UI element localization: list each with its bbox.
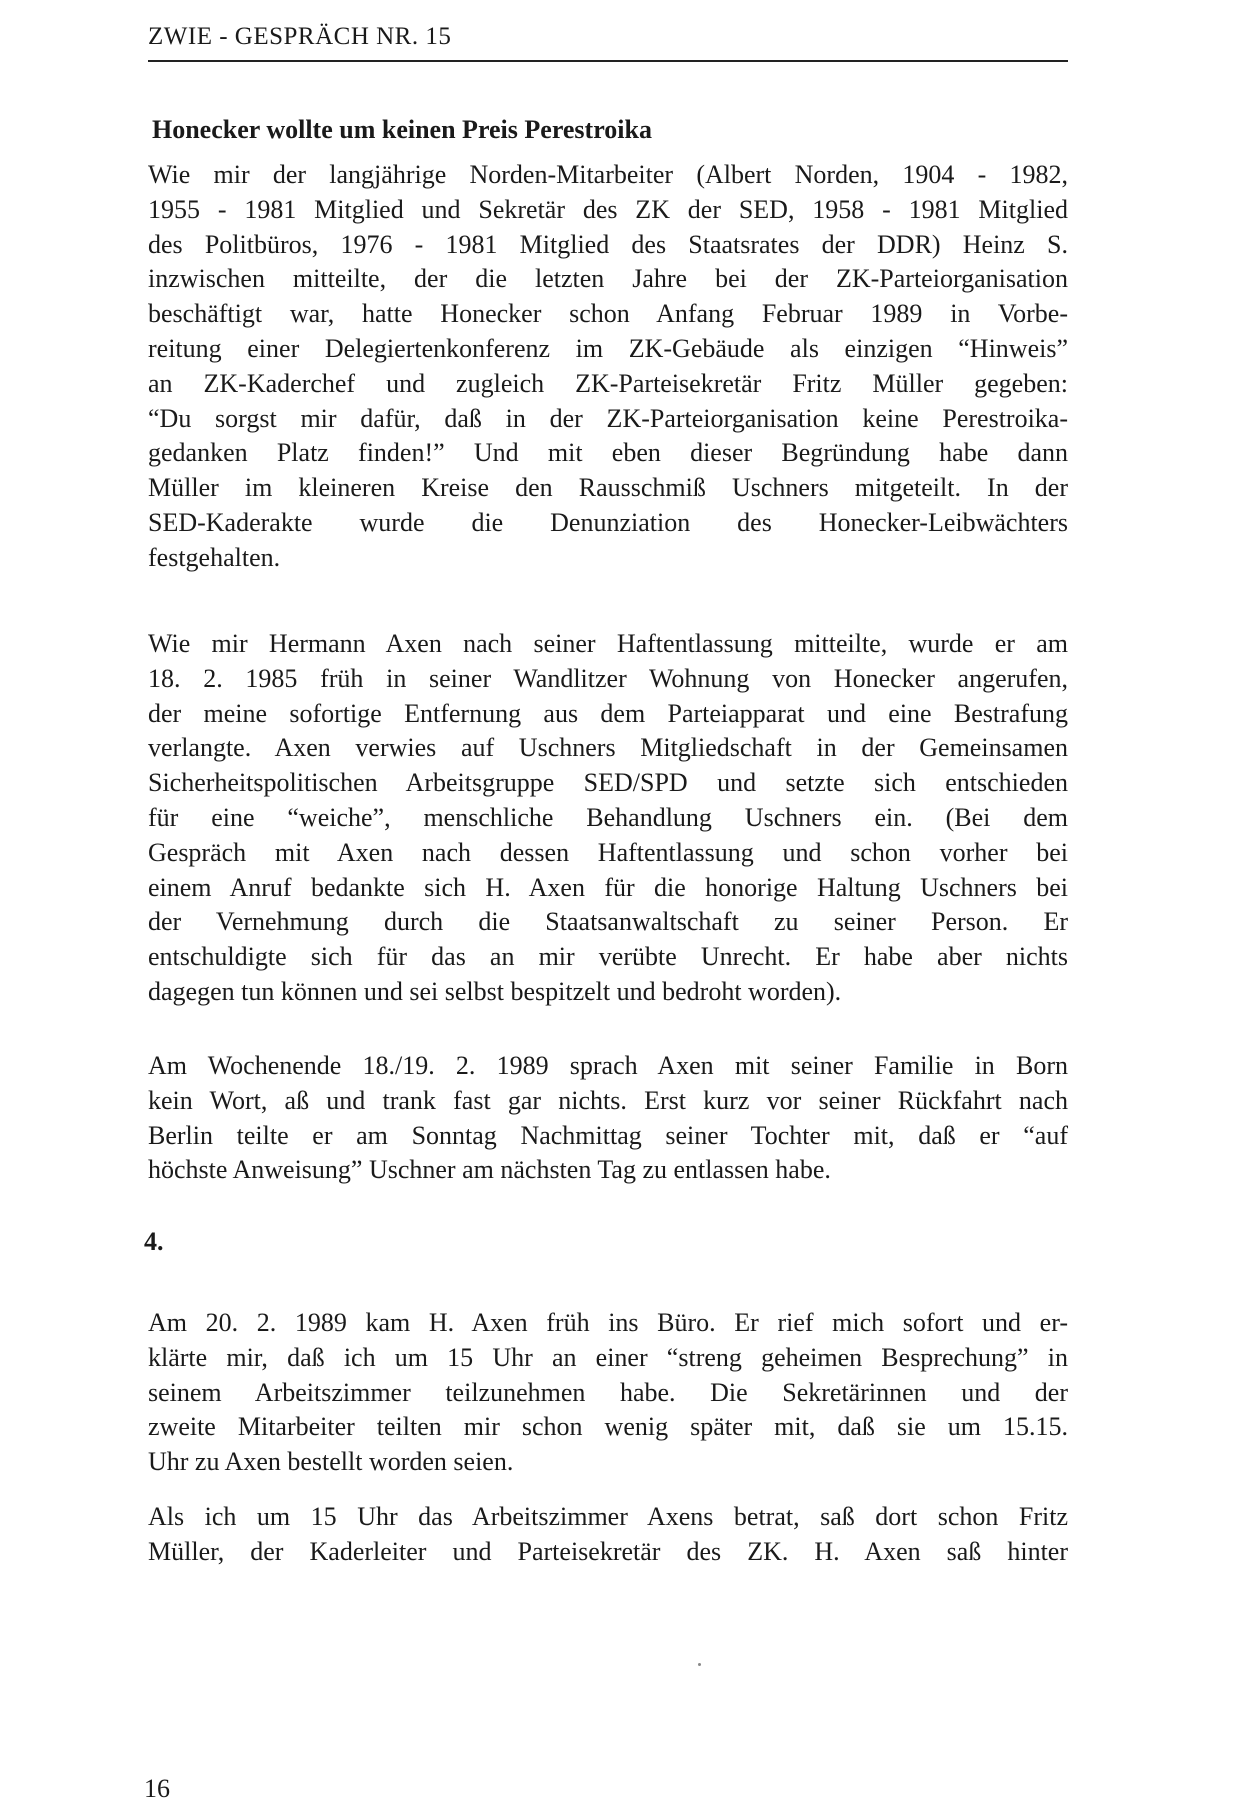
text-line: zweite Mitarbeiter teilten mir schon wenig später mit, daß sie um 15.15.: [148, 1412, 1068, 1442]
paragraph-weekend: [148, 1049, 1068, 1188]
paragraph-meeting-call: [148, 1306, 1068, 1480]
text-line: seinem Arbeitszimmer teilzunehmen habe. Die Sekretärinnen und der: [148, 1377, 1068, 1407]
text-line: Berlin teilte er am Sonntag Nachmittag seiner Tochter mit, daß er “auf: [148, 1120, 1068, 1150]
text-line: dagegen tun können und sei selbst bespitzelt und bedroht worden).: [148, 976, 842, 1006]
text-line: kein Wort, aß und trank fast gar nichts. Erst kurz vor seiner Rückfahrt nach: [148, 1085, 1068, 1115]
text-line: höchste Anweisung” Uschner am nächsten Tag zu entlassen habe.: [148, 1155, 831, 1185]
text-line: Müller im kleineren Kreise den Rausschmiß Uschners mitgeteilt. In der: [148, 473, 1068, 503]
text-line: Als ich um 15 Uhr das Arbeitszimmer Axens betrat, saß dort schon Fritz: [148, 1502, 1068, 1531]
text-line: Wie mir Hermann Axen nach seiner Haftentlassung mitteilte, wurde er am: [148, 629, 1068, 658]
text-line: einem Anruf bedankte sich H. Axen für die honorige Haltung Uschners bei: [148, 872, 1068, 902]
text-line: SED-Kaderakte wurde die Denunziation des Honecker-Leibwächters: [148, 507, 1068, 537]
text-line: entschuldigte sich für das an mir verübte Unrecht. Er habe aber nichts: [148, 942, 1068, 972]
text-line: Müller, der Kaderleiter und Parteisekretär des ZK. H. Axen saß hinter: [148, 1536, 1068, 1566]
scan-speck: [698, 1663, 701, 1666]
text-line: Sicherheitspolitischen Arbeitsgruppe SED/SPD und setzte sich entschieden: [148, 768, 1068, 798]
page-number: 16: [144, 1774, 170, 1803]
running-head: ZWIE - GESPRÄCH NR. 15: [148, 23, 452, 50]
text-line: “Du sorgst mir dafür, daß in der ZK-Parteiorganisation keine Perestroika-: [148, 403, 1068, 433]
text-line: an ZK-Kaderchef und zugleich ZK-Parteisekretär Fritz Müller gegeben:: [148, 368, 1068, 398]
paragraph-office-entry: [148, 1500, 1068, 1570]
text-line: der meine sofortige Entfernung aus dem Parteiapparat und eine Bestrafung: [148, 698, 1068, 728]
text-line: festgehalten.: [148, 542, 281, 572]
text-line: beschäftigt war, hatte Honecker schon Anfang Februar 1989 in Vorbe-: [148, 299, 1068, 329]
header-rule: [148, 60, 1068, 62]
text-line: gedanken Platz finden!” Und mit eben dieser Begründung habe dann: [148, 438, 1068, 468]
text-line: reitung einer Delegiertenkonferenz im ZK-Gebäude als einzigen “Hinweis”: [148, 333, 1068, 363]
text-line: klärte mir, daß ich um 15 Uhr an einer “streng geheimen Besprechung” in: [148, 1342, 1068, 1372]
text-line: 1955 - 1981 Mitglied und Sekretär des ZK der SED, 1958 - 1981 Mitglied: [148, 194, 1068, 224]
text-line: Am Wochenende 18./19. 2. 1989 sprach Axen mit seiner Familie in Born: [148, 1051, 1068, 1080]
text-line: Uhr zu Axen bestellt worden seien.: [148, 1447, 514, 1477]
text-line: Gespräch mit Axen nach dessen Haftentlassung und schon vorher bei: [148, 837, 1068, 867]
text-line: inzwischen mitteilte, der die letzten Jahre bei der ZK-Parteiorganisation: [148, 264, 1068, 294]
text-line: Wie mir der langjährige Norden-Mitarbeiter (Albert Norden, 1904 - 1982,: [148, 160, 1068, 189]
text-line: der Vernehmung durch die Staatsanwaltschaft zu seiner Person. Er: [148, 907, 1068, 937]
text-line: des Politbüros, 1976 - 1981 Mitglied des Staatsrates der DDR) Heinz S.: [148, 229, 1068, 259]
text-line: 18. 2. 1985 früh in seiner Wandlitzer Wohnung von Honecker angerufen,: [148, 663, 1068, 693]
paragraph-norden-report: [148, 158, 1068, 576]
section-title: Honecker wollte um keinen Preis Perestroika: [152, 115, 652, 144]
paragraph-axen-call: [148, 627, 1068, 1010]
section-number: 4.: [144, 1227, 164, 1256]
text-line: verlangte. Axen verwies auf Uschners Mitgliedschaft in der Gemeinsamen: [148, 733, 1068, 763]
text-line: für eine “weiche”, menschliche Behandlung Uschners ein. (Bei dem: [148, 802, 1068, 832]
text-line: Am 20. 2. 1989 kam H. Axen früh ins Büro. Er rief mich sofort und er-: [148, 1308, 1068, 1337]
